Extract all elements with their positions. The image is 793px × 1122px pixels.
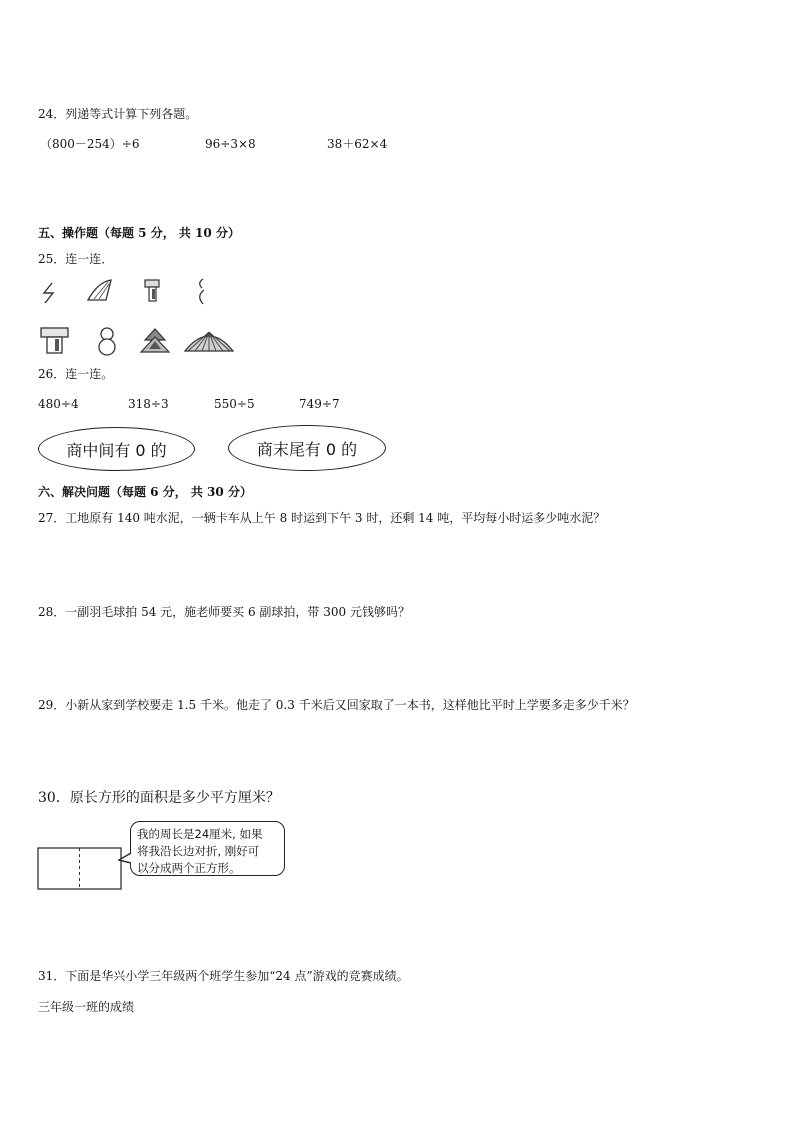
stacked-triangles-icon <box>139 327 171 355</box>
bubble-line-1: 我的周长是24厘米, 如果 <box>137 827 263 841</box>
q26-expr-4: 749÷7 <box>299 397 340 411</box>
q30-text: 30．原长方形的面积是多少平方厘米？ <box>38 790 280 806</box>
open-umbrella-icon <box>183 327 235 355</box>
q27-text: 27．工地原有 140 吨水泥，一辆卡车从上午 8 时运到下午 3 时，还剩 14 吨，平均每小时运多少吨水泥？ <box>38 511 606 525</box>
snowman-part-icon <box>194 277 210 307</box>
oval-end-zero: 商末尾有 0 的 <box>228 425 386 471</box>
snowman-icon <box>95 325 119 357</box>
q31-subtitle: 三年级一班的成绩 <box>38 1000 135 1014</box>
fragment-icon <box>40 280 58 306</box>
q24-text: 24．列递等式计算下列各题。 <box>38 107 198 121</box>
rectangle-figure <box>37 847 124 891</box>
bubble-tail <box>118 852 134 866</box>
q25-text: 25．连一连． <box>38 252 114 266</box>
stamp-icon <box>40 326 70 356</box>
section-6-title: 六、解决问题（每题 6 分， 共 30 分） <box>38 485 252 499</box>
q26-text: 26．连一连。 <box>38 367 114 381</box>
q26-expr-1: 480÷4 <box>38 397 79 411</box>
q26-expr-2: 318÷3 <box>128 397 169 411</box>
q24-expr-2: 96÷3×8 <box>205 137 256 151</box>
bubble-line-2: 将我沿长边对折, 刚好可 <box>137 844 260 858</box>
q24-expr-3: 38＋62×4 <box>327 137 388 151</box>
section-5-title: 五、操作题（每题 5 分， 共 10 分） <box>38 226 240 240</box>
umbrella-part-icon <box>86 278 114 304</box>
oval-middle-zero: 商中间有 0 的 <box>38 427 195 471</box>
speech-bubble <box>130 821 285 876</box>
q31-text: 31．下面是华兴小学三年级两个班学生参加“24 点”游戏的竞赛成绩。 <box>38 969 409 983</box>
bubble-line-3: 以分成两个正方形。 <box>137 861 241 875</box>
q24-expr-1: （800－254）÷6 <box>40 137 140 151</box>
q28-text: 28．一副羽毛球拍 54 元，施老师要买 6 副球拍，带 300 元钱够吗？ <box>38 605 410 619</box>
stamp-part-icon <box>142 278 164 304</box>
q26-expr-3: 550÷5 <box>214 397 255 411</box>
q29-text: 29．小新从家到学校要走 1.5 千米。他走了 0.3 千米后又回家取了一本书，这样他比平时上学要多走多少千米？ <box>38 698 635 712</box>
